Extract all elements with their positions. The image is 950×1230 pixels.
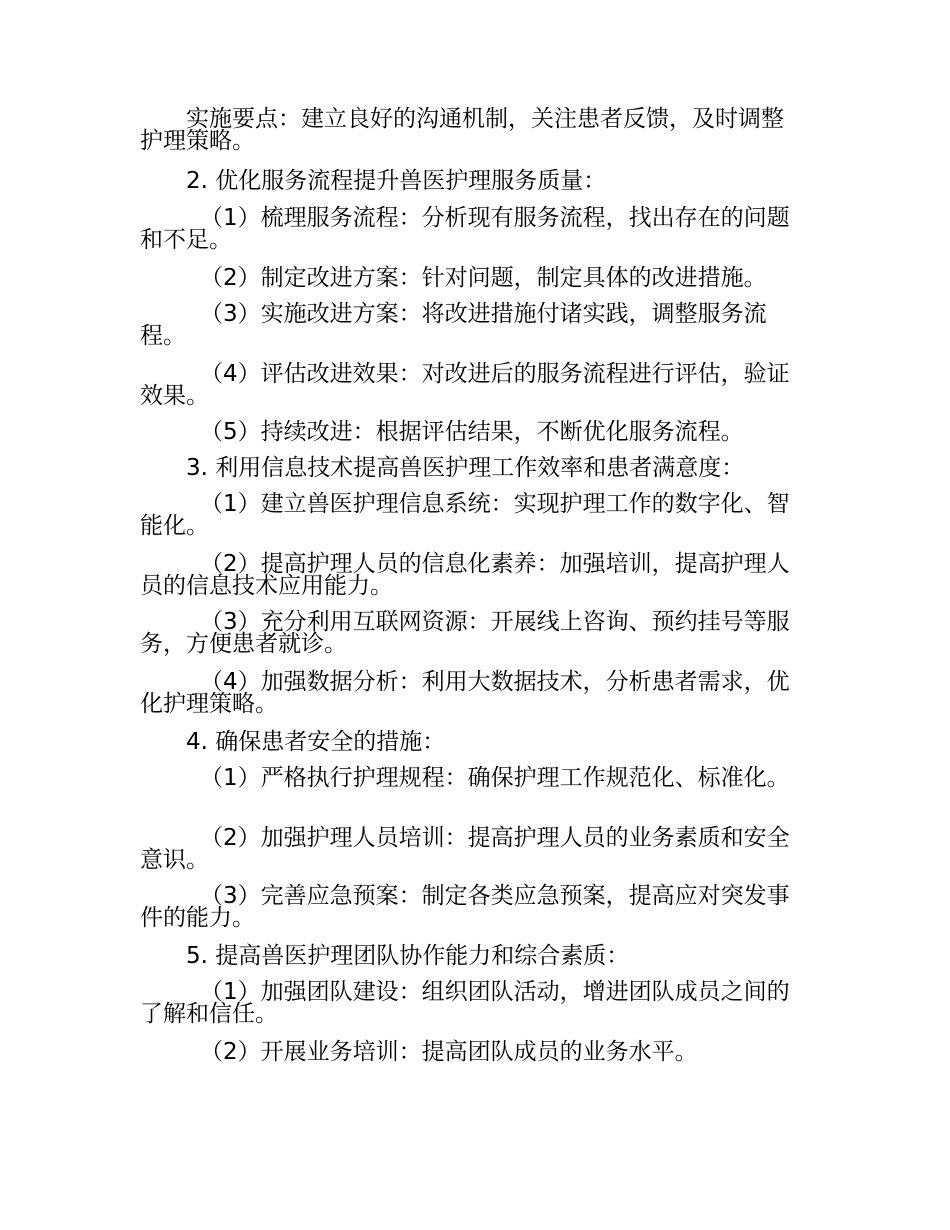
section-heading-2: 2. 优化服务流程提升兽医护理服务质量： (186, 168, 607, 194)
list-item: （5）持续改进：根据评估结果，不断优化服务流程。 (200, 419, 744, 445)
list-item: （4）加强数据分析：利用大数据技术，分析患者需求，优化护理策略。 (140, 669, 790, 717)
list-item: （1）加强团队建设：组织团队活动，增进团队成员之间的了解和信任。 (140, 979, 790, 1027)
list-item: （2）加强护理人员培训：提高护理人员的业务素质和安全意识。 (140, 825, 790, 873)
section-heading-4: 4. 确保患者安全的措施： (186, 729, 446, 755)
section-heading-3: 3. 利用信息技术提高兽医护理工作效率和患者满意度： (186, 455, 745, 481)
list-item: （3）充分利用互联网资源：开展线上咨询、预约挂号等服务，方便患者就诊。 (140, 609, 790, 657)
list-item: （3）完善应急预案：制定各类应急预案，提高应对突发事件的能力。 (140, 883, 790, 931)
list-item: （2）制定改进方案：针对问题，制定具体的改进措施。 (200, 265, 767, 291)
list-item: （1）严格执行护理规程：确保护理工作规范化、标准化。 (200, 765, 790, 791)
list-item: （2）开展业务培训：提高团队成员的业务水平。 (200, 1039, 698, 1065)
list-item: （1）梳理服务流程：分析现有服务流程，找出存在的问题和不足。 (140, 205, 790, 253)
paragraph-implementation-points: 实施要点：建立良好的沟通机制，关注患者反馈，及时调整护理策略。 (140, 106, 784, 154)
list-item: （2）提高护理人员的信息化素养：加强培训，提高护理人员的信息技术应用能力。 (140, 551, 790, 599)
section-heading-5: 5. 提高兽医护理团队协作能力和综合素质： (186, 943, 630, 969)
list-item: （3）实施改进方案：将改进措施付诸实践，调整服务流程。 (140, 301, 767, 349)
list-item: （1）建立兽医护理信息系统：实现护理工作的数字化、智能化。 (140, 491, 790, 539)
list-item: （4）评估改进效果：对改进后的服务流程进行评估，验证效果。 (140, 361, 790, 409)
